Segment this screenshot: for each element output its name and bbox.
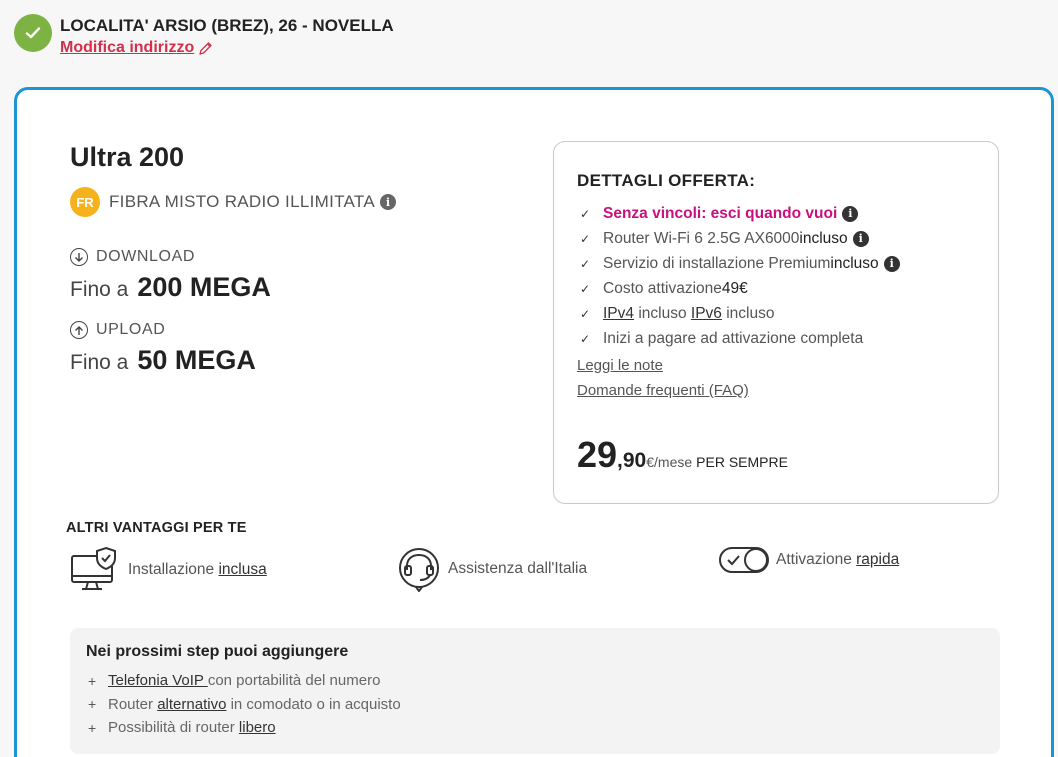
headset-icon <box>397 546 441 592</box>
router-alt-link[interactable]: alternativo <box>157 695 227 713</box>
advantage-label <box>776 551 899 569</box>
list-item-text: Router <box>108 695 158 713</box>
list-item-text: con portabilità del numero <box>207 672 381 690</box>
technology-label: FIBRA MISTO RADIO ILLIMITATA <box>109 192 375 211</box>
feature-text: Router Wi-Fi 6 2.5G AX6000 <box>603 229 800 247</box>
offer-name: Ultra 200 <box>70 142 185 172</box>
next-steps-list <box>88 669 401 740</box>
list-item <box>88 693 401 717</box>
edit-address-label: Modifica indirizzo <box>60 39 195 56</box>
info-icon[interactable]: i <box>380 194 396 210</box>
address-title: LOCALITA' ARSIO (BREZ), 26 - NOVELLA <box>60 16 394 35</box>
list-item <box>580 201 900 226</box>
activation-link[interactable]: rapida <box>856 551 900 568</box>
router-free-link[interactable]: libero <box>238 719 276 737</box>
edit-address-link[interactable] <box>60 39 213 57</box>
advantage-text: Attivazione <box>776 551 857 568</box>
next-steps-box <box>70 628 1000 754</box>
check-icon: ✓ <box>580 281 591 296</box>
read-notes-link[interactable]: Leggi le note <box>577 357 663 374</box>
plus-icon: + <box>88 672 97 689</box>
faq-link[interactable]: Domande frequenti (FAQ) <box>577 382 749 399</box>
details-title: DETTAGLI OFFERTA: <box>577 171 756 190</box>
upload-label: UPLOAD <box>96 321 166 338</box>
check-icon: ✓ <box>580 331 591 346</box>
ipv6-link[interactable]: IPv6 <box>690 304 722 322</box>
price-unit: €/mese <box>646 454 693 470</box>
list-item-text: Possibilità di router <box>108 719 239 737</box>
feature-list <box>580 201 900 351</box>
feature-text: incluso <box>721 304 775 322</box>
details-links <box>577 357 749 407</box>
list-item-text: in comodato o in acquisto <box>226 695 401 713</box>
advantage-text: Installazione <box>128 561 219 578</box>
next-steps-title: Nei prossimi step puoi aggiungere <box>86 643 349 660</box>
info-icon[interactable]: i <box>853 231 869 247</box>
price-integer: 29 <box>577 434 618 475</box>
feature-text: Servizio di installazione Premium <box>603 254 831 272</box>
check-icon: ✓ <box>580 256 591 271</box>
feature-text: Inizi a pagare ad attivazione completa <box>603 329 864 347</box>
price-decimal: ,90 <box>617 449 647 472</box>
list-item <box>580 226 900 251</box>
check-icon: ✓ <box>580 306 591 321</box>
voip-link[interactable]: Telefonia VoIP <box>108 672 208 690</box>
ipv4-link[interactable]: IPv4 <box>603 304 635 322</box>
toggle-icon <box>719 546 771 574</box>
monitor-shield-icon <box>70 546 120 594</box>
offer-details-box <box>553 141 999 504</box>
fr-badge-icon: FR <box>70 187 100 217</box>
check-icon <box>14 14 52 52</box>
list-item <box>580 251 900 276</box>
offer-card <box>14 87 1054 757</box>
feature-text: Costo attivazione <box>603 279 722 297</box>
list-item <box>580 301 900 326</box>
technology-row <box>70 187 396 217</box>
list-item <box>88 716 401 740</box>
upload-value: 50 MEGA <box>137 345 256 375</box>
list-item <box>88 669 401 693</box>
installation-link[interactable]: inclusa <box>218 561 267 578</box>
price <box>577 434 788 476</box>
advantage-installation <box>70 546 267 594</box>
info-icon[interactable]: i <box>842 206 858 222</box>
download-prefix: Fino a <box>70 278 129 301</box>
plus-icon: + <box>88 719 97 736</box>
plus-icon: + <box>88 696 97 713</box>
advantages-title: ALTRI VANTAGGI PER TE <box>66 520 247 536</box>
price-note: PER SEMPRE <box>696 454 788 470</box>
feature-text: Senza vincoli: esci quando vuoi <box>603 204 838 222</box>
advantage-activation <box>719 546 899 574</box>
advantage-label <box>128 561 267 579</box>
check-icon: ✓ <box>580 231 591 246</box>
address-header <box>14 14 394 57</box>
advantage-assistance <box>397 546 587 592</box>
arrow-down-icon <box>70 248 88 266</box>
download-label: DOWNLOAD <box>96 248 196 265</box>
list-item <box>580 276 900 301</box>
feature-highlight: incluso <box>799 229 848 247</box>
feature-highlight: incluso <box>830 254 879 272</box>
arrow-up-icon <box>70 321 88 339</box>
check-icon: ✓ <box>580 206 591 221</box>
pencil-icon <box>198 41 213 56</box>
advantage-text: Assistenza dall'Italia <box>448 560 588 577</box>
upload-block <box>70 321 256 376</box>
download-value: 200 MEGA <box>137 272 271 302</box>
info-icon[interactable]: i <box>884 256 900 272</box>
list-item <box>580 326 900 351</box>
download-block <box>70 248 271 303</box>
feature-highlight: 49€ <box>721 279 748 297</box>
feature-text: incluso <box>634 304 691 322</box>
upload-prefix: Fino a <box>70 351 129 374</box>
